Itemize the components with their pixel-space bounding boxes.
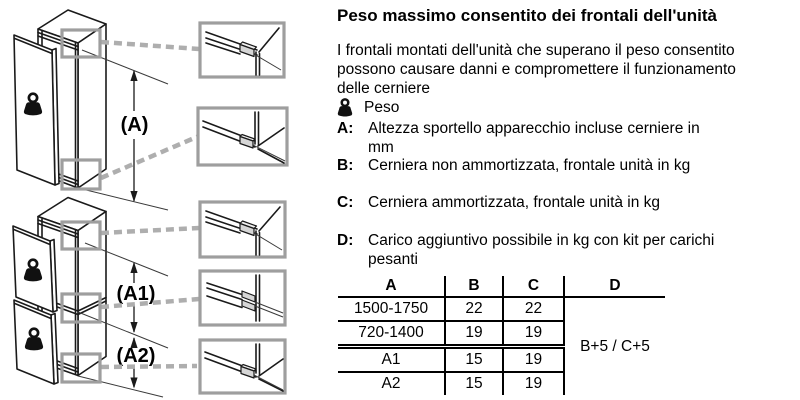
legend-key: A:: [337, 120, 354, 137]
legend-text: mm: [368, 139, 394, 156]
legend-text: pesanti: [368, 251, 418, 268]
page-title: Peso massimo consentito dei frontali dell'unità: [337, 6, 718, 25]
lower-unit-diagram: [13, 198, 285, 398]
legend-text: Cerniera ammortizzata, frontale unità in kg: [368, 194, 661, 211]
cell-d-value: B+5 / C+5: [580, 337, 650, 355]
cell-b-value: 19: [445, 321, 503, 347]
column-header-a: A: [338, 276, 445, 297]
cell-c-value: 22: [503, 297, 564, 321]
legend-item-b: [337, 156, 690, 175]
detail-box-bottom-hinge: [200, 340, 285, 393]
cell-height-range: A2: [338, 372, 445, 395]
legend-text: Altezza sportello apparecchio incluse cerniere in: [368, 120, 700, 137]
cell-c-value: 19: [503, 347, 564, 373]
table-header-row: [338, 276, 665, 297]
legend-key: B:: [337, 157, 354, 174]
dimension-label-a: (A): [120, 114, 149, 136]
detail-box-top-hinge: [200, 23, 284, 77]
intro-line: I frontali montati dell'unità che superano il peso consentito: [337, 42, 735, 59]
dimension-label-a1: (A1): [116, 283, 156, 305]
weight-table: [338, 276, 665, 395]
legend-key: C:: [337, 194, 354, 211]
detail-box-bottom-hinge: [198, 108, 287, 165]
cell-b-value: 15: [445, 372, 503, 395]
legend-text: Cerniera non ammortizzata, frontale unità in kg: [368, 157, 691, 174]
cell-height-range: 1500-1750: [338, 297, 445, 321]
legend-item-d: [337, 231, 714, 269]
magnifier-dashed-line: [101, 42, 199, 49]
column-header-c: C: [503, 276, 564, 297]
cell-height-range: A1: [338, 347, 445, 373]
text-column: [337, 0, 799, 400]
legend-item-peso: [337, 98, 399, 117]
legend-item-c: [337, 193, 660, 212]
magnifier-dashed-line: [101, 136, 199, 178]
legend-peso-label: Peso: [364, 98, 400, 116]
intro-line: possono causare danni e compromettere il funzionamento: [337, 61, 736, 78]
cell-c-value: 19: [503, 372, 564, 395]
legend-key: D:: [337, 232, 354, 249]
appliance-hinge-diagram: [0, 0, 336, 400]
upper-unit-diagram: [14, 10, 287, 210]
magnifier-dashed-line: [101, 228, 199, 233]
door-panel: [14, 35, 59, 185]
column-header-d: D: [564, 276, 665, 297]
intro-line: delle cerniere: [337, 80, 431, 97]
legend-text: Carico aggiuntivo possibile in kg con kit per carichi: [368, 232, 715, 249]
legend-item-a: [337, 119, 700, 157]
intro-paragraph: [337, 41, 736, 98]
cell-b-value: 22: [445, 297, 503, 321]
cell-c-value: 19: [503, 321, 564, 347]
cell-b-value: 15: [445, 347, 503, 373]
detail-box-middle-hinge: [200, 271, 285, 325]
column-header-b: B: [445, 276, 503, 297]
detail-box-top-hinge: [200, 202, 285, 257]
cell-height-range: 720-1400: [338, 321, 445, 347]
table-row: [338, 297, 665, 321]
weight-icon: [337, 98, 353, 117]
dimension-label-a2: (A2): [116, 345, 156, 367]
